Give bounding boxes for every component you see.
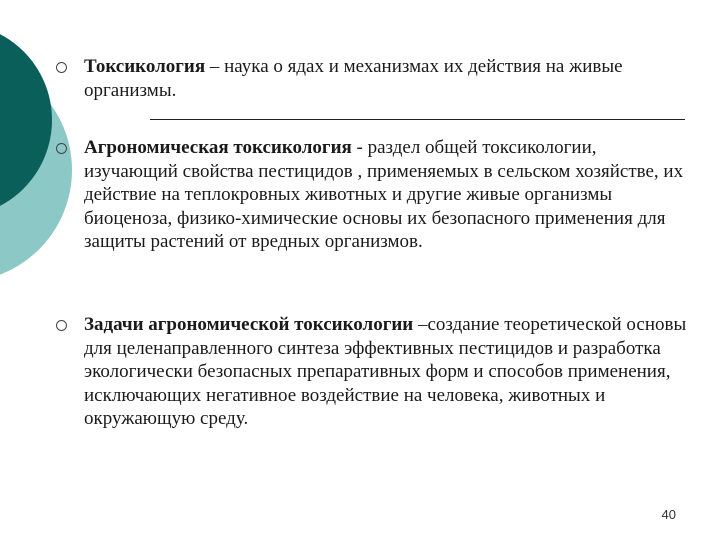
- bullet-text: – наука о ядах и механизмах их действия на живые организмы.: [84, 56, 623, 101]
- bullet-marker-1: [56, 62, 67, 73]
- horizontal-divider: [150, 119, 685, 120]
- bullet-marker-3: [56, 320, 67, 331]
- bullet-term: Задачи агрономической токсикологии: [84, 314, 414, 335]
- bullet-item-2: [84, 136, 694, 254]
- bullet-text: –создание теоретической основы для целенаправленного синтеза эффективных пестицидов и разработка экологически безопасных препаративных форм и способов применения, исключающих негативное воздействие на человека, животных и окружающую среду.: [84, 314, 687, 429]
- decorative-circles: [0, 0, 80, 300]
- bullet-item-3: [84, 313, 694, 431]
- bullet-item-1: [84, 55, 694, 102]
- bullet-marker-2: [56, 143, 67, 154]
- page-number: 40: [661, 507, 676, 522]
- bullet-text: - раздел общей токсикологии, изучающий свойства пестицидов , применяемых в сельском хозяйстве, их действие на теплокровных животных и другие живые организмы биоценоза, физико-химические основы их безопасного применения для защиты растений от вредных организмов.: [84, 137, 684, 252]
- bullet-term: Токсикология: [84, 56, 206, 77]
- bullet-term: Агрономическая токсикология: [84, 137, 352, 158]
